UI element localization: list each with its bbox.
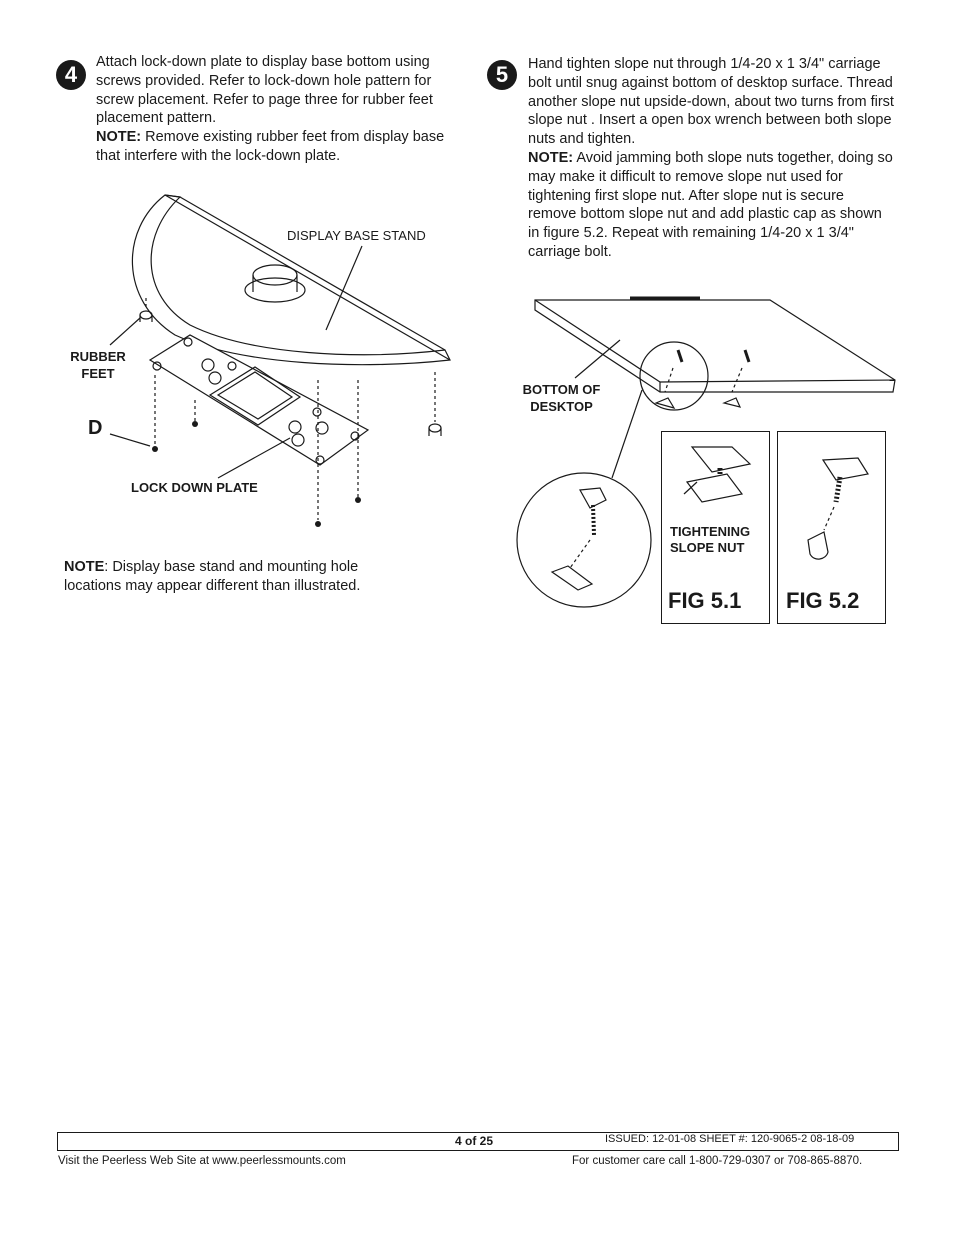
step-4-badge: 4	[56, 60, 86, 90]
rubber-feet-label-line1: RUBBER	[70, 349, 126, 364]
step-5-text: Hand tighten slope nut through 1/4-20 x 1 3/4" carriage bolt until snug against bottom of desktop surface. Thread another slope nut upside-down, about two turns from first slope nut . Insert a open box wrench between both slope nuts and tighten.	[528, 56, 894, 148]
step-5-badge: 5	[487, 60, 517, 90]
fig-5-1-title: FIG 5.1	[668, 588, 742, 613]
desktop-shape	[535, 300, 895, 392]
display-base-stand-label: DISPLAY BASE STAND	[287, 228, 426, 243]
fig-5-2-title: FIG 5.2	[786, 588, 860, 613]
step-4-bottom-note-text: : Display base stand and mounting hole locations may appear different than illustrated.	[64, 559, 361, 594]
step-5-note-text: Avoid jamming both slope nuts together, doing so may make it difficult to remove slope nut used for tightening first slope nut. After slope nut is secure remove bottom slope nut and add plastic cap as shown in figure 5.2. Repeat with remaining 1/4-20 x 1 3/4" carriage bolt.	[528, 149, 893, 260]
step-4-note-text: Remove existing rubber feet from display base that interfere with the lock-down plate.	[96, 129, 445, 164]
tightening-slope-nut-label	[670, 524, 750, 556]
bottom-of-desktop-label-line1: BOTTOM OF	[522, 382, 601, 397]
step-4-text: Attach lock-down plate to display base bottom using screws provided. Refer to lock-down hole pattern for screw placement. Refer to page three for rubber feet placement pattern.	[96, 54, 433, 127]
issued-info: ISSUED: 12-01-08 SHEET #: 120-9065-2 08-18-09	[605, 1133, 855, 1145]
bottom-of-desktop-label	[514, 381, 609, 415]
customer-care-note: For customer care call 1-800-729-0307 or 708-865-8870.	[572, 1155, 863, 1167]
part-d-label: D	[88, 417, 103, 439]
rubber-feet-label-line2: FEET	[81, 366, 115, 381]
step-4-bottom-note-label: NOTE	[64, 559, 105, 575]
tightening-slope-nut-label-line1: TIGHTENING	[670, 524, 751, 539]
step-5-note-label: NOTE:	[528, 149, 574, 166]
tightening-slope-nut-label-line2: SLOPE NUT	[670, 540, 745, 555]
page-number: 4 of 25	[455, 1134, 494, 1148]
lock-down-plate-label: LOCK DOWN PLATE	[131, 480, 258, 495]
step-4-note-label: NOTE:	[96, 129, 142, 146]
website-note: Visit the Peerless Web Site at www.peerlessmounts.com	[58, 1155, 346, 1167]
bottom-of-desktop-label-line2: DESKTOP	[530, 399, 593, 414]
